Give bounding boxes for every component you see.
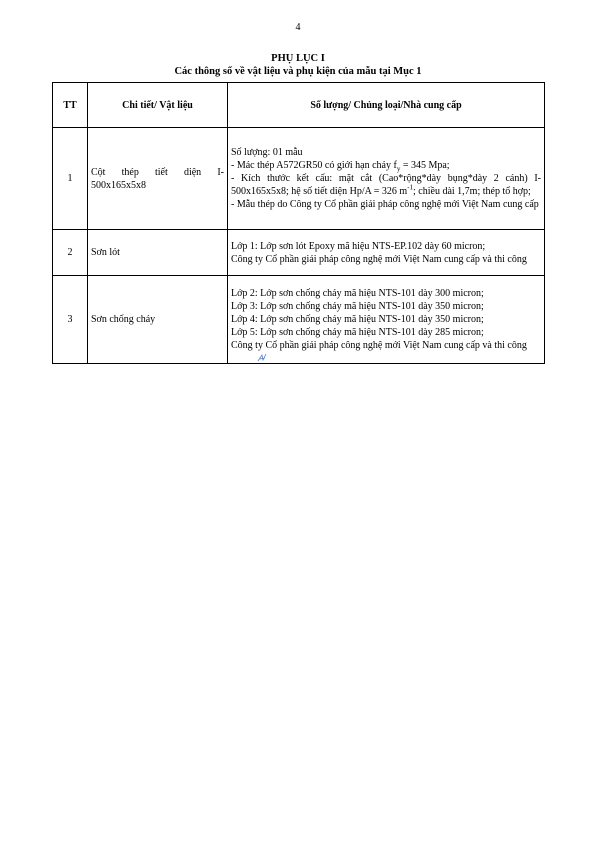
spec-subscript: y <box>396 165 401 173</box>
spec-line: Lớp 3: Lớp sơn chống cháy mã hiệu NTS-101 dày 350 micron; <box>231 301 484 312</box>
table-row <box>53 128 545 230</box>
spec-line: Lớp 1: Lớp sơn lót Epoxy mã hiệu NTS-EP.102 dày 60 micron; <box>231 240 486 252</box>
spec-line <box>231 172 541 198</box>
materials-table <box>52 82 545 364</box>
row-spec <box>228 276 545 364</box>
header-item: Chi tiết/ Vật liệu <box>88 83 228 128</box>
spec-line: Lớp 2: Lớp sơn chống cháy mã hiệu NTS-101 dày 300 micron; <box>231 288 484 299</box>
row-number: 2 <box>53 230 88 276</box>
page-number: 4 <box>295 22 301 33</box>
row-item: Cột thép tiết diện I-500x165x5x8 <box>88 128 228 230</box>
table-row <box>53 276 545 364</box>
header-tt: TT <box>53 83 88 128</box>
appendix-subtitle: Các thông số về vật liệu và phụ kiện của mẫu tại Mục 1 <box>174 65 422 77</box>
table-header-row <box>53 83 545 128</box>
spec-superscript: -1 <box>407 183 414 192</box>
row-item: Sơn chống cháy <box>88 276 228 364</box>
row-number: 3 <box>53 276 88 364</box>
header-spec: Số lượng/ Chủng loại/Nhà cung cấp <box>228 83 545 128</box>
spec-line: - Mẫu thép do Công ty Cổ phần giải pháp công nghệ mới Việt Nam cung cấp <box>231 199 539 210</box>
spec-text: - Kích thước kết cấu: mặt cắt (Cao*rộng*dày bụng*dày 2 cánh) I-500x165x5x8; hệ số tiết diện Hp/A = 326 m <box>231 173 541 197</box>
document-title-block <box>0 53 596 78</box>
spec-line: Lớp 4: Lớp sơn chống cháy mã hiệu NTS-101 dày 350 micron; <box>231 314 484 325</box>
spec-text: - Mác thép A572GR50 có giới hạn chảy f <box>231 160 397 171</box>
table-row <box>53 230 545 276</box>
row-spec <box>228 230 545 276</box>
spec-text: = 345 Mpa; <box>400 160 450 171</box>
spec-text: ; chiều dài 1,7m; thép tổ hợp; <box>413 186 531 197</box>
spec-line: Lớp 5: Lớp sơn chống cháy mã hiệu NTS-101 dày 285 micron; <box>231 327 484 338</box>
row-item: Sơn lót <box>88 230 228 276</box>
spec-line: Công ty Cổ phần giải pháp công nghệ mới Việt Nam cung cấp và thi công <box>231 253 527 265</box>
spec-line: Số lượng: 01 mẫu <box>231 147 303 158</box>
spec-line: Công ty Cổ phần giải pháp công nghệ mới Việt Nam cung cấp và thi công <box>231 340 527 351</box>
appendix-title: PHỤ LỤC I <box>271 53 325 64</box>
spec-line <box>231 159 541 172</box>
row-spec <box>228 128 545 230</box>
row-number: 1 <box>53 128 88 230</box>
signature-mark-icon <box>256 352 268 364</box>
